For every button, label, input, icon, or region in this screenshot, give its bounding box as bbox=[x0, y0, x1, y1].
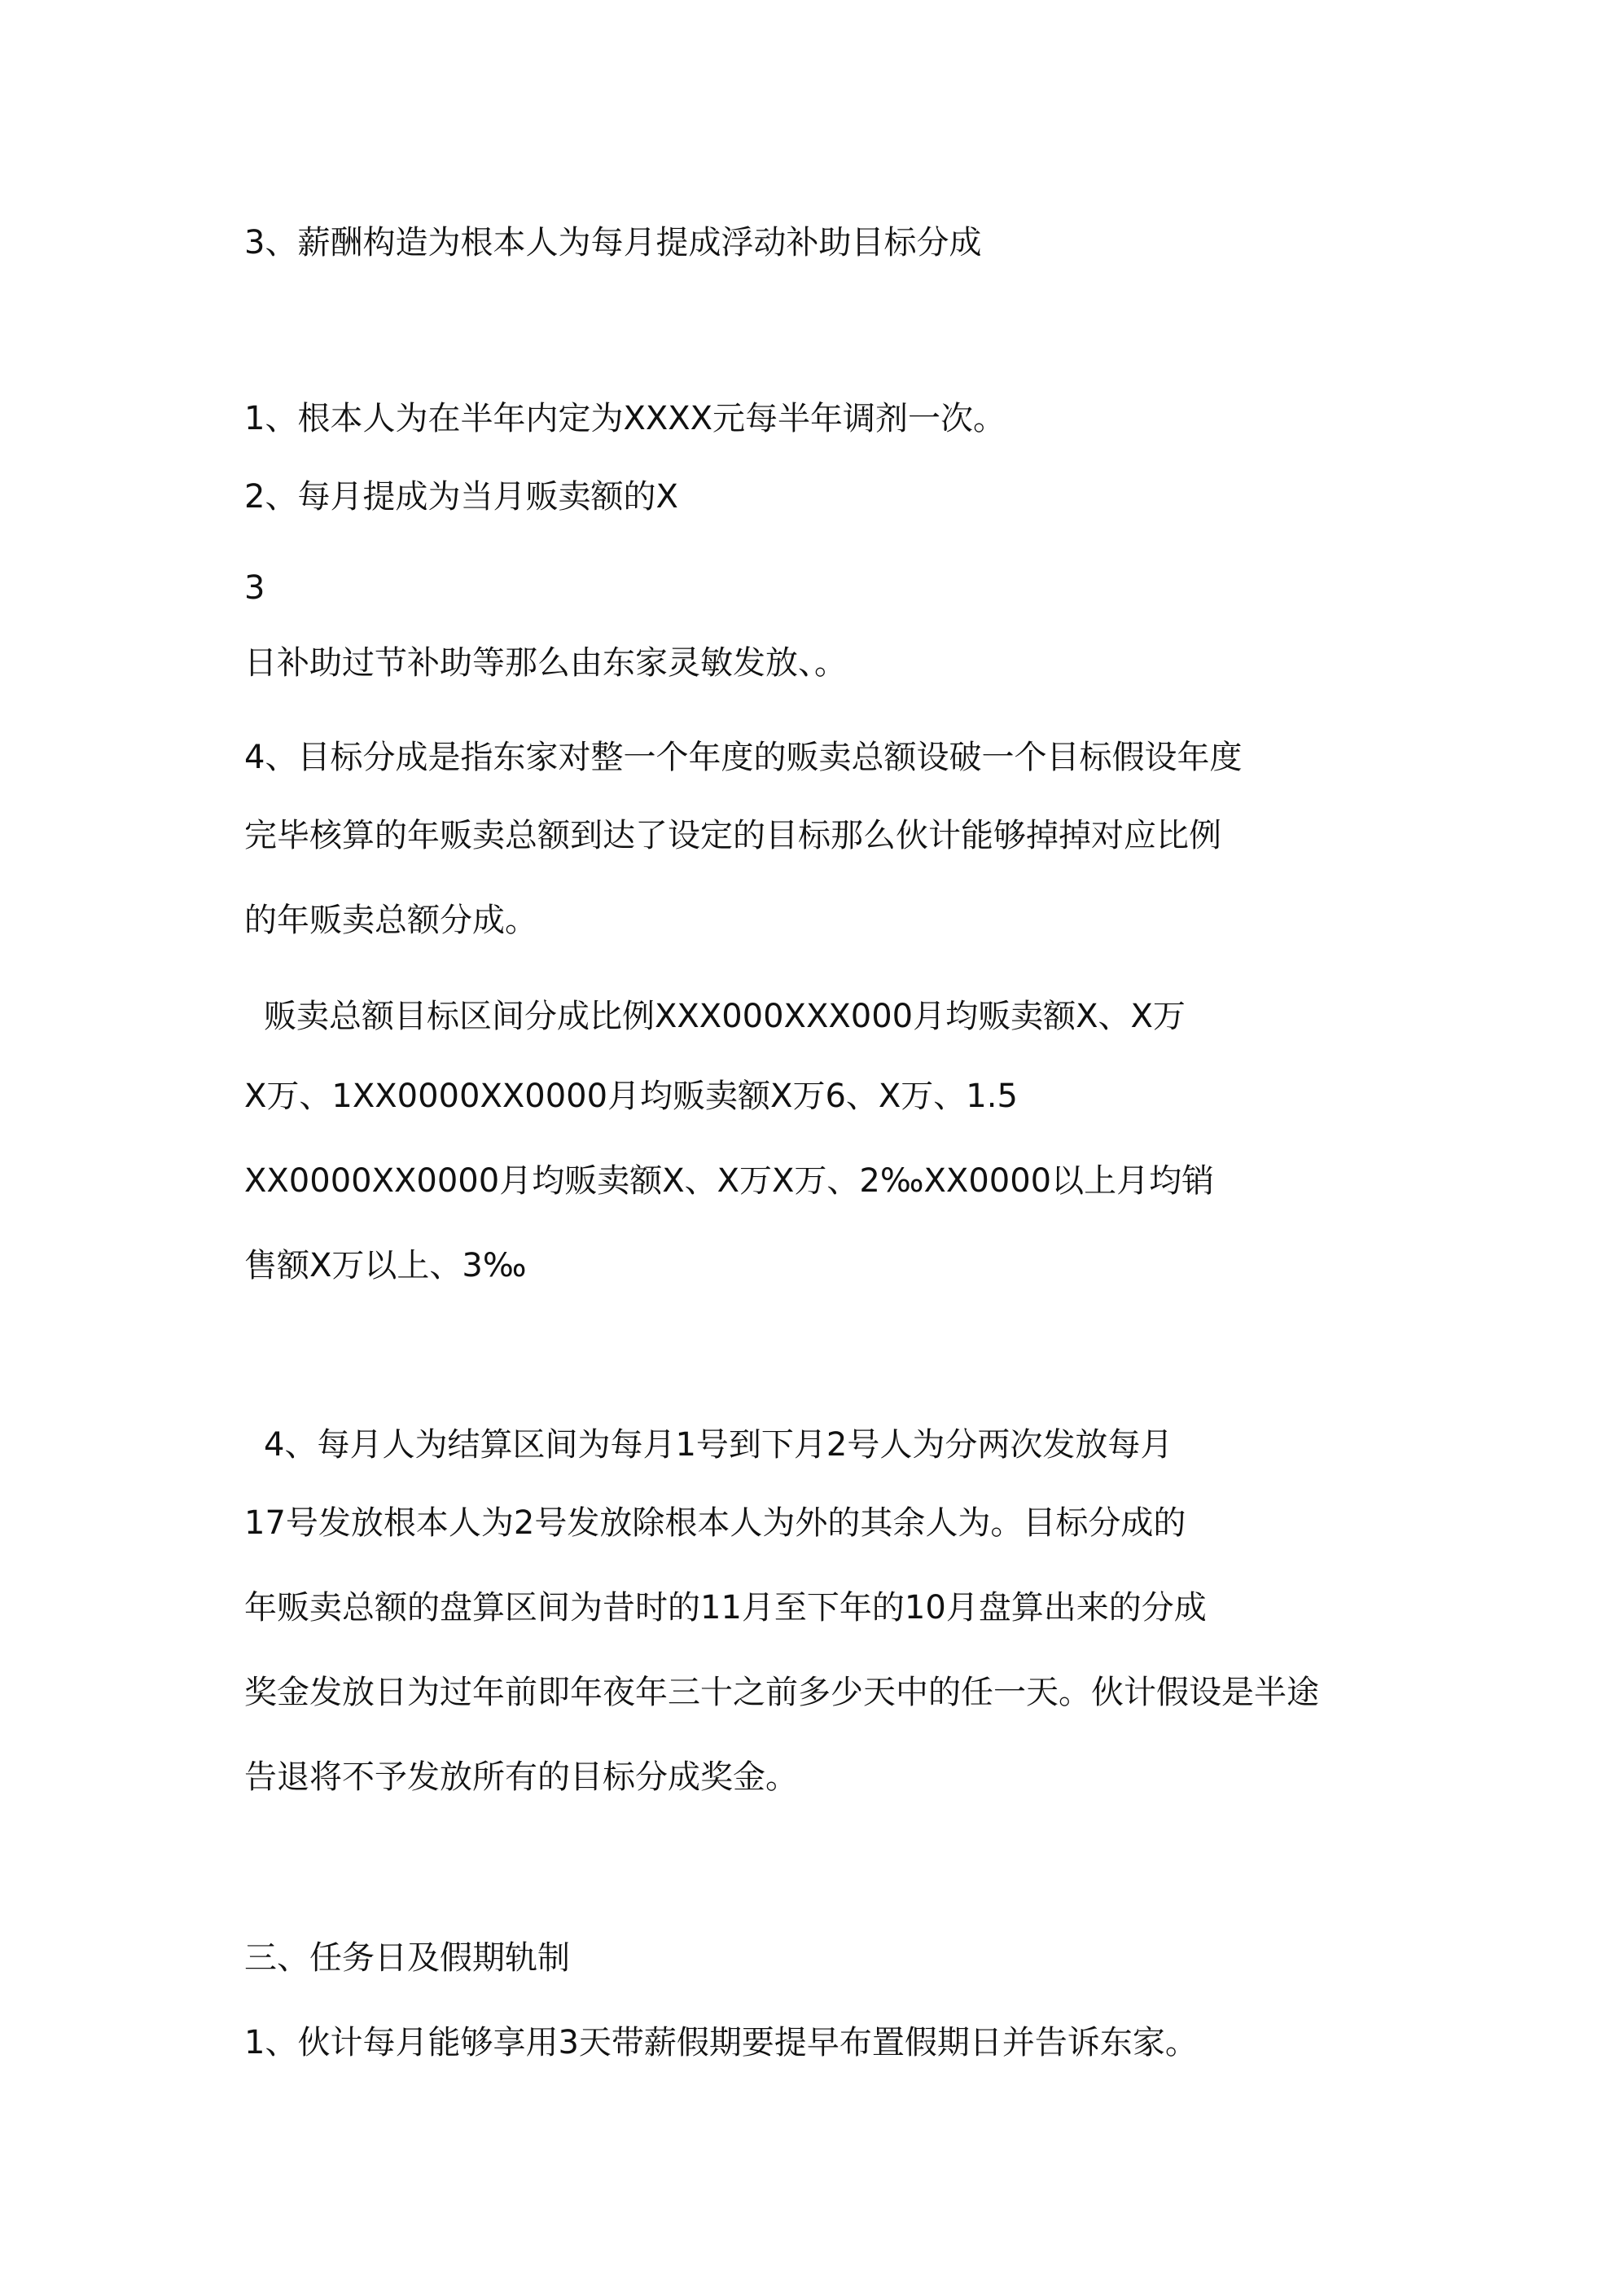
target-bonus-paragraph-line-1: 4、目标分成是指东家对整一个年度的贩卖总额设破一个目标假设年度 bbox=[244, 739, 1243, 776]
work-and-leave-section-heading: 三、任务日及假期轨制 bbox=[244, 1939, 570, 1977]
bonus-range-line-4: 售额X万以上、3‰ bbox=[244, 1247, 527, 1284]
base-salary-item: 1、根本人为在半年内定为XXXX元每半年调剂一次。 bbox=[244, 400, 1006, 437]
payment-period-line-5: 告退将不予发放所有的目标分成奖金。 bbox=[244, 1758, 798, 1796]
bonus-range-line-2: X万、1XX0000XX0000月均贩卖额X万6、X万、1.5 bbox=[244, 1078, 1018, 1115]
allowance-item: 日补助过节补助等那么由东家灵敏发放、。 bbox=[244, 644, 847, 682]
bonus-range-line-3: XX0000XX0000月均贩卖额X、X万X万、2‰XX0000以上月均销 bbox=[244, 1162, 1215, 1200]
monthly-commission-item: 2、每月提成为当月贩卖额的X bbox=[244, 478, 678, 516]
bonus-range-line-1: 贩卖总额目标区间分成比例XXX000XXX000月均贩卖额X、X万 bbox=[264, 998, 1186, 1035]
item-number-3: 3 bbox=[244, 569, 265, 607]
target-bonus-paragraph-line-2: 完毕核算的年贩卖总额到达了设定的目标那么伙计能够掉掉对应比例 bbox=[244, 817, 1221, 854]
salary-structure-heading: 3、薪酬构造为根本人为每月提成浮动补助目标分成 bbox=[244, 224, 982, 261]
payment-period-line-1: 4、每月人为结算区间为每月1号到下月2号人为分两次发放每月 bbox=[264, 1426, 1173, 1464]
payment-period-line-4: 奖金发放日为过年前即年夜年三十之前多少天中的任一天。伙计假设是半途 bbox=[244, 1674, 1319, 1711]
payment-period-line-2: 17号发放根本人为2号发放除根本人为外的其余人为。目标分成的 bbox=[244, 1504, 1186, 1542]
payment-period-line-3: 年贩卖总额的盘算区间为昔时的11月至下年的10月盘算出来的分成 bbox=[244, 1589, 1207, 1627]
target-bonus-paragraph-line-3: 的年贩卖总额分成。 bbox=[244, 902, 537, 939]
paid-leave-item: 1、伙计每月能够享用3天带薪假期要提早布置假期日并告诉东家。 bbox=[244, 2024, 1198, 2061]
